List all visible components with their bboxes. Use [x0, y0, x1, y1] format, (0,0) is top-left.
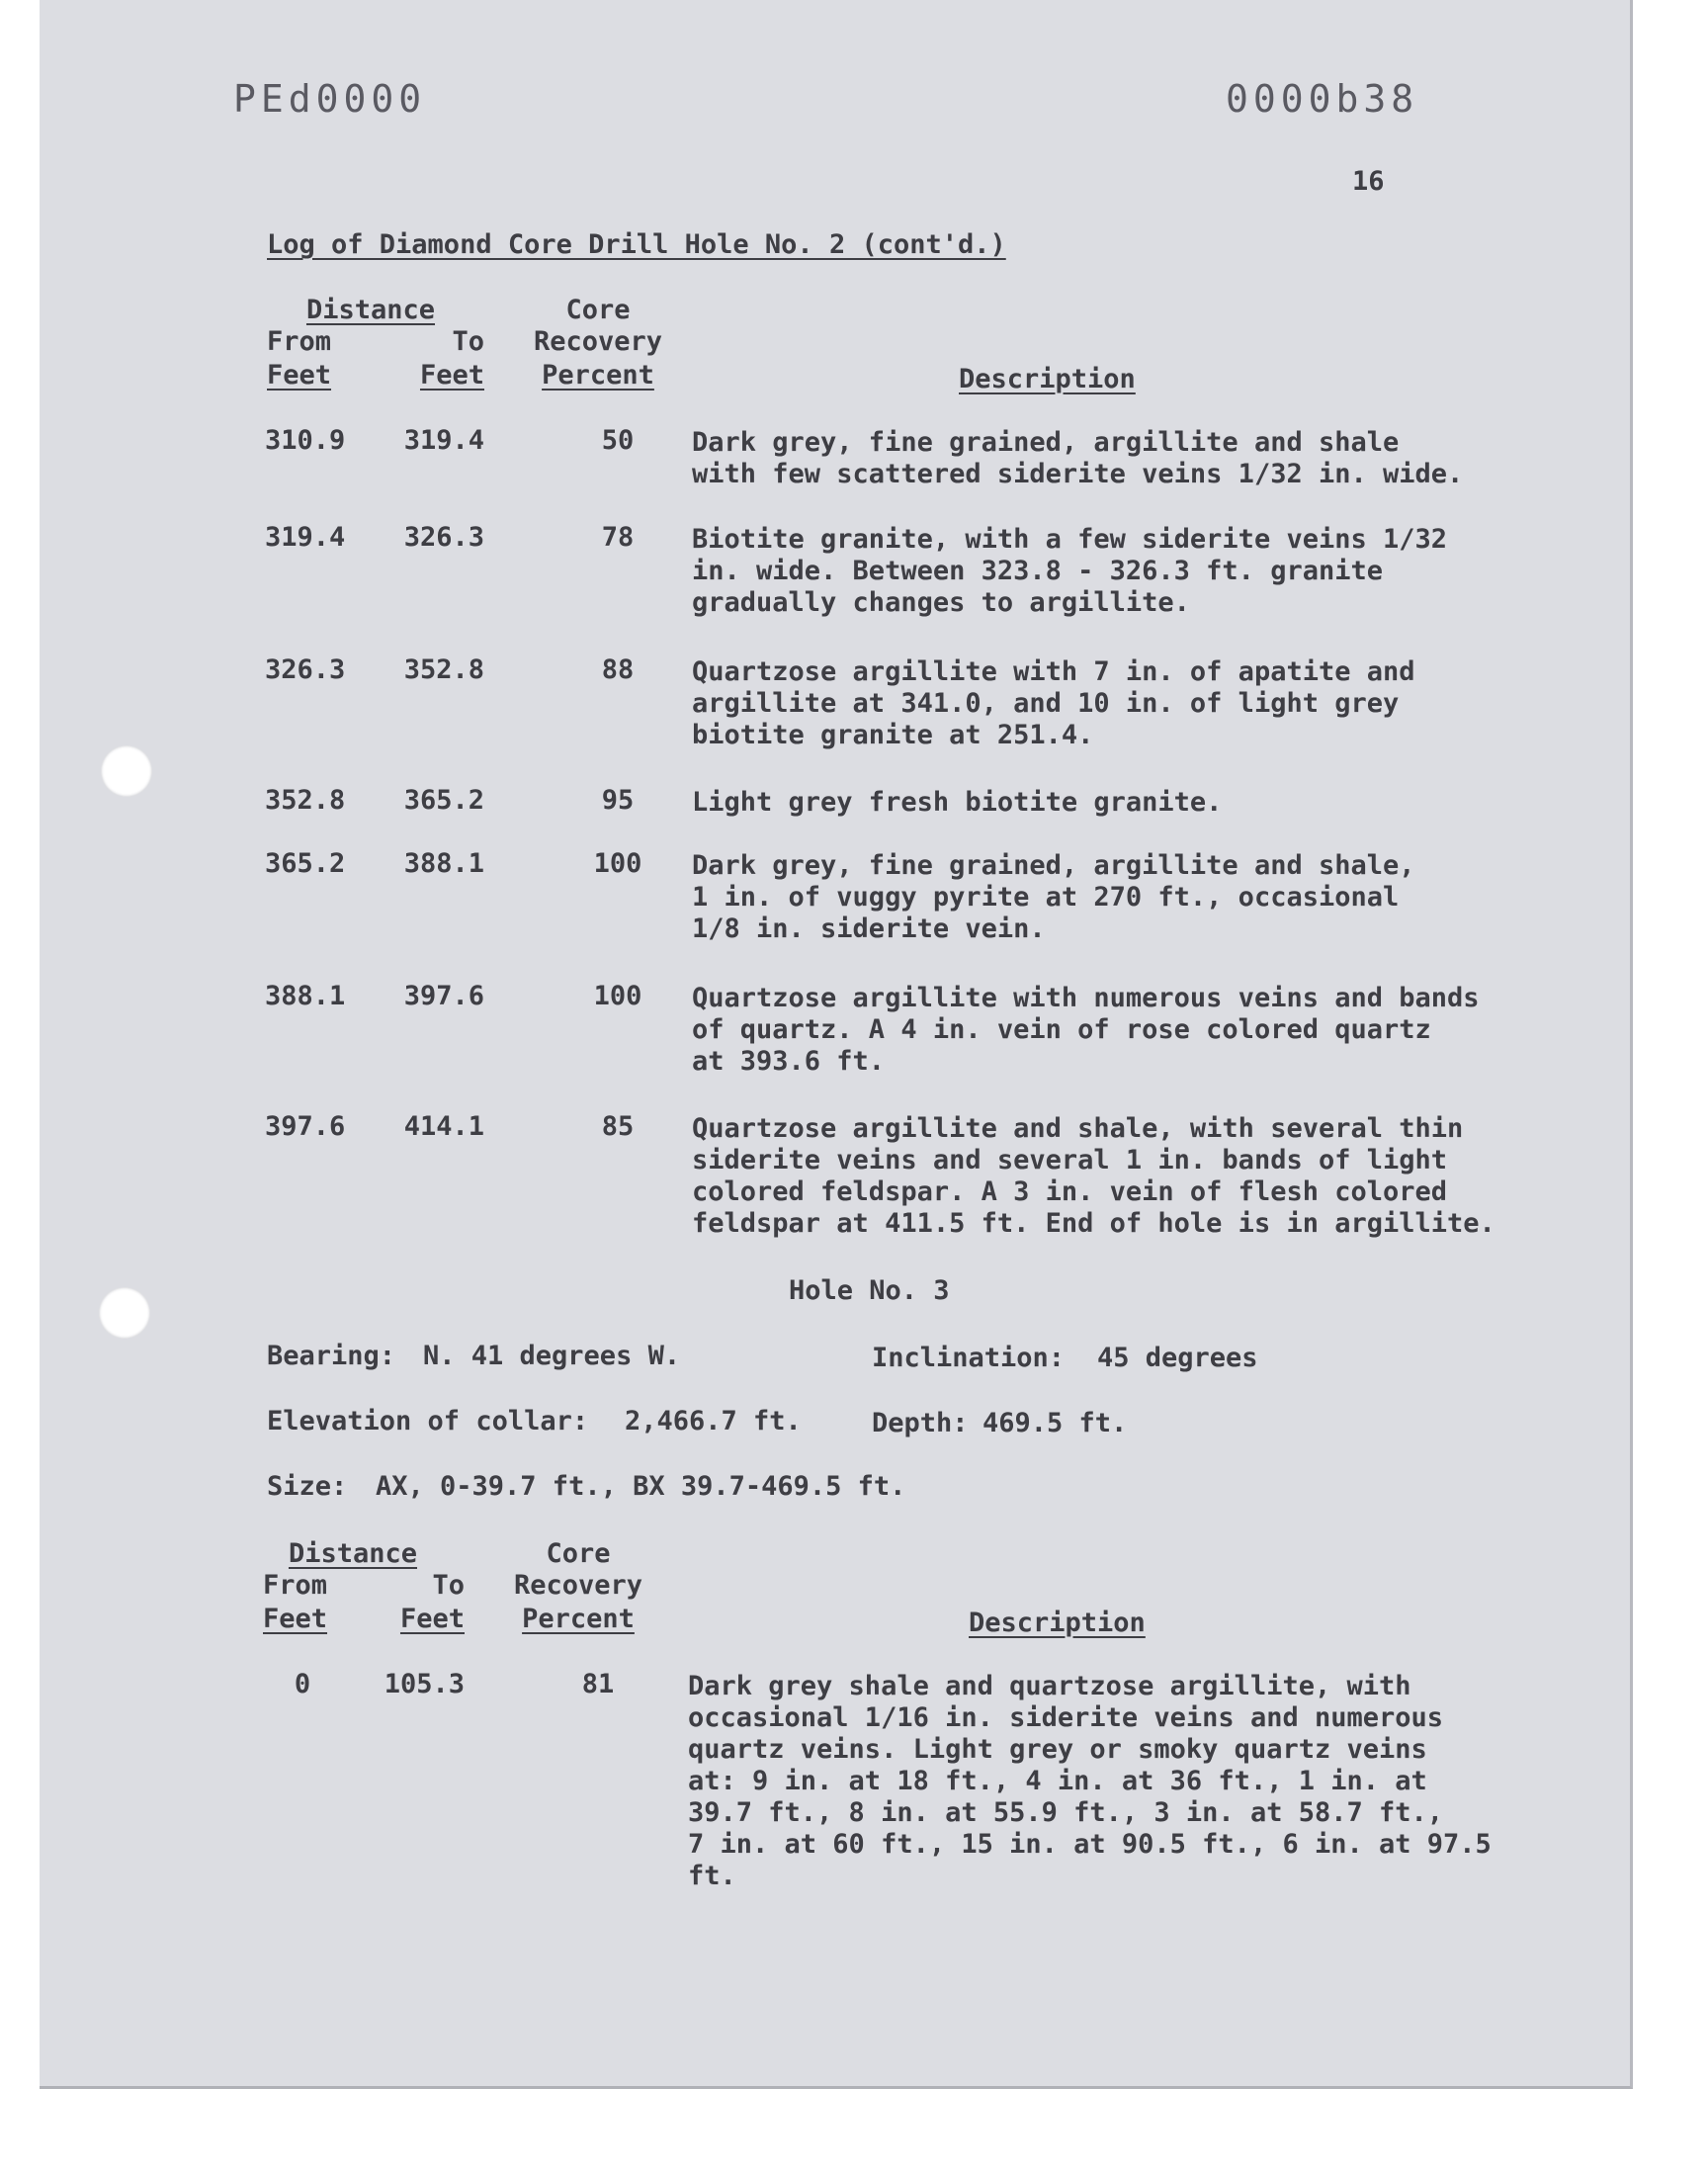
- description-line: 1/8 in. siderite vein.: [692, 914, 1046, 944]
- from-feet-cell: 310.9: [265, 425, 346, 456]
- from-unit-header: Feet: [263, 1604, 328, 1634]
- description-line: Dark grey, fine grained, argillite and shale,: [692, 850, 1415, 881]
- description-cell: [692, 524, 1447, 619]
- description-line: gradually changes to argillite.: [692, 587, 1190, 618]
- description-line: at: 9 in. at 18 ft., 4 in. at 36 ft., 1 in. at: [688, 1766, 1427, 1796]
- description-cell: [692, 983, 1480, 1078]
- core-recovery-cell: 78: [601, 522, 635, 553]
- to-header: To: [452, 326, 484, 357]
- bearing-label: Bearing:: [267, 1341, 396, 1371]
- core-recovery-cell: 88: [601, 654, 635, 685]
- from-feet-cell: 365.2: [265, 848, 346, 879]
- size-value: AX, 0-39.7 ft., BX 39.7-469.5 ft.: [376, 1471, 906, 1502]
- to-feet-cell: 319.4: [403, 425, 484, 456]
- description-line: Dark grey shale and quartzose argillite, with: [688, 1671, 1411, 1701]
- description-line: Quartzose argillite with 7 in. of apatite and: [692, 656, 1415, 687]
- description-line: at 393.6 ft.: [692, 1046, 886, 1077]
- core-recovery-cell: 95: [601, 785, 635, 816]
- core-recovery-cell: 85: [601, 1111, 635, 1142]
- description-line: Dark grey, fine grained, argillite and shale: [692, 427, 1400, 458]
- core-recovery-cell: 50: [601, 425, 635, 456]
- distance-header: Distance: [288, 1538, 418, 1569]
- percent-header: Percent: [522, 1604, 635, 1634]
- to-feet-cell: 105.3: [384, 1669, 465, 1699]
- from-header: From: [263, 1570, 328, 1601]
- description-line: 39.7 ft., 8 in. at 55.9 ft., 3 in. at 58.7 ft.,: [688, 1797, 1444, 1828]
- description-cell: [688, 1671, 1492, 1892]
- description-line: Quartzose argillite and shale, with several thin: [692, 1113, 1464, 1144]
- from-feet-cell: 0: [294, 1669, 311, 1699]
- core-recovery-cell: 100: [593, 981, 642, 1011]
- description-line: siderite veins and several 1 in. bands of light: [692, 1145, 1448, 1175]
- from-feet-cell: 319.4: [265, 522, 346, 553]
- description-line: with few scattered siderite veins 1/32 in. wide.: [692, 459, 1464, 489]
- description-line: ft.: [688, 1861, 736, 1891]
- elevation-value: 2,466.7 ft.: [625, 1406, 802, 1436]
- from-header: From: [267, 326, 332, 357]
- depth-label: Depth:: [872, 1408, 969, 1438]
- distance-header: Distance: [305, 295, 436, 325]
- description-line: in. wide. Between 323.8 - 326.3 ft. granite: [692, 556, 1383, 586]
- to-feet-cell: 365.2: [403, 785, 484, 816]
- to-feet-cell: 388.1: [403, 848, 484, 879]
- to-header: To: [432, 1570, 465, 1601]
- recovery-header: Recovery: [533, 326, 663, 357]
- from-feet-cell: 326.3: [265, 654, 346, 685]
- description-cell: [692, 427, 1463, 490]
- description-line: colored feldspar. A 3 in. vein of flesh colored: [692, 1176, 1448, 1207]
- bearing-value: N. 41 degrees W.: [423, 1341, 681, 1371]
- core-header: Core: [546, 1538, 611, 1569]
- description-line: 7 in. at 60 ft., 15 in. at 90.5 ft., 6 in. at 97.5: [688, 1829, 1492, 1860]
- inclination-label: Inclination:: [872, 1343, 1066, 1373]
- core-recovery-cell: 100: [593, 848, 642, 879]
- to-feet-cell: 414.1: [403, 1111, 484, 1142]
- right-reference-number: 0000b38: [1226, 77, 1419, 121]
- page-number: 16: [1352, 166, 1385, 197]
- description-line: of quartz. A 4 in. vein of rose colored quartz: [692, 1014, 1431, 1045]
- inclination-value: 45 degrees: [1097, 1343, 1258, 1373]
- description-header: Description: [959, 364, 1136, 394]
- to-feet-cell: 397.6: [403, 981, 484, 1011]
- to-feet-cell: 326.3: [403, 522, 484, 553]
- from-feet-cell: 397.6: [265, 1111, 346, 1142]
- description-header: Description: [969, 1608, 1146, 1638]
- core-recovery-cell: 81: [581, 1669, 615, 1699]
- description-line: Light grey fresh biotite granite.: [692, 787, 1223, 818]
- left-reference-number: PEd0000: [233, 77, 427, 121]
- description-line: argillite at 341.0, and 10 in. of light grey: [692, 688, 1400, 719]
- description-cell: [692, 850, 1415, 945]
- description-line: occasional 1/16 in. siderite veins and numerous: [688, 1702, 1444, 1733]
- description-cell: [692, 656, 1415, 751]
- core-header: Core: [565, 295, 631, 325]
- from-unit-header: Feet: [267, 360, 332, 391]
- description-line: Quartzose argillite with numerous veins and bands: [692, 983, 1480, 1013]
- recovery-header: Recovery: [513, 1570, 643, 1601]
- to-unit-header: Feet: [399, 1604, 465, 1634]
- punch-hole: [101, 745, 152, 797]
- punch-hole: [99, 1287, 150, 1339]
- to-unit-header: Feet: [419, 360, 484, 391]
- description-line: feldspar at 411.5 ft. End of hole is in argillite.: [692, 1208, 1495, 1239]
- from-feet-cell: 388.1: [265, 981, 346, 1011]
- description-line: 1 in. of vuggy pyrite at 270 ft., occasional: [692, 882, 1400, 913]
- description-cell: [692, 1113, 1495, 1240]
- description-line: quartz veins. Light grey or smoky quartz veins: [688, 1734, 1427, 1765]
- log-title: Log of Diamond Core Drill Hole No. 2 (cont'd.): [267, 229, 1006, 260]
- size-label: Size:: [267, 1471, 348, 1502]
- elevation-label: Elevation of collar:: [267, 1406, 589, 1436]
- hole3-heading: Hole No. 3: [789, 1275, 950, 1306]
- percent-header: Percent: [542, 360, 654, 391]
- to-feet-cell: 352.8: [403, 654, 484, 685]
- depth-value: 469.5 ft.: [982, 1408, 1128, 1438]
- description-cell: [692, 787, 1222, 819]
- description-line: Biotite granite, with a few siderite veins 1/32: [692, 524, 1448, 555]
- description-line: biotite granite at 251.4.: [692, 720, 1094, 750]
- from-feet-cell: 352.8: [265, 785, 346, 816]
- document-page: [40, 0, 1633, 2089]
